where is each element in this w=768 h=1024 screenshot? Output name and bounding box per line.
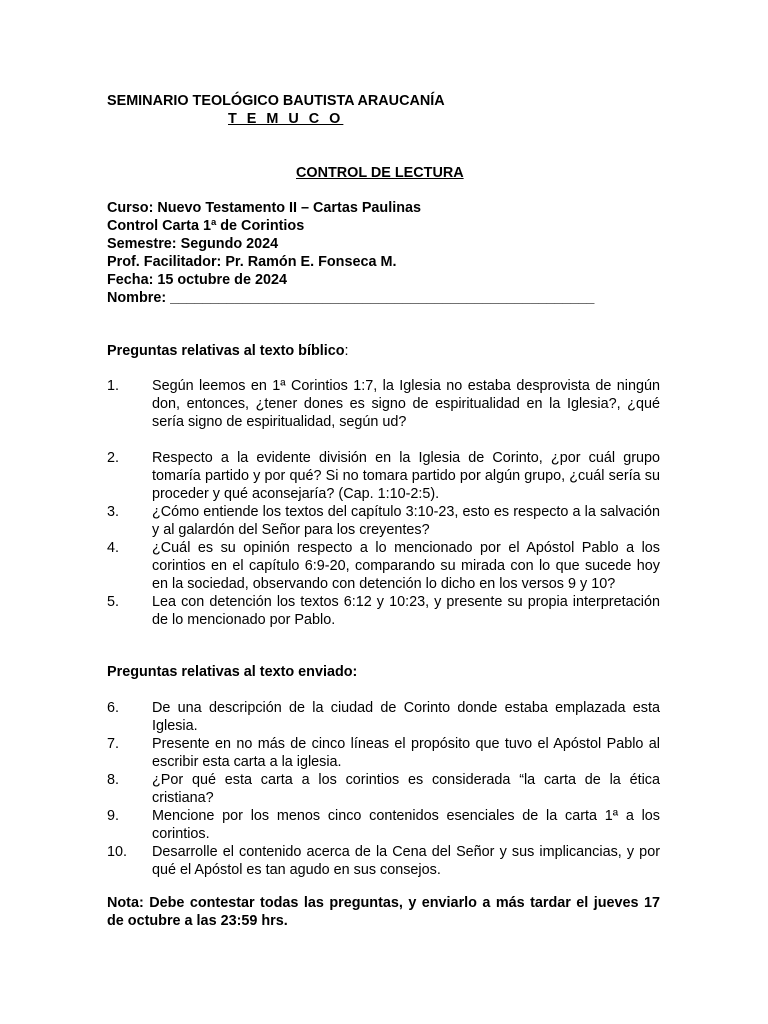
question-text: Según leemos en 1ª Corintios 1:7, la Iglesia no estaba desprovista de ningún don, entonces, ¿tener dones es signo de espiritualidad en la Iglesia?, ¿qué sería signo de espiritualidad, según ud?	[152, 378, 660, 430]
question-text: De una descripción de la ciudad de Corinto donde estaba emplazada esta Iglesia.	[152, 700, 660, 734]
question-gap	[107, 431, 660, 449]
question-text: ¿Cuál es su opinión respecto a lo mencionado por el Apóstol Pablo a los corintios en el capítulo 6:9-20, comparando su mirada con lo que sucede hoy en la sociedad, observando con detención lo dicho en los versos 9 y 10?	[152, 540, 660, 592]
course-line: Curso: Nuevo Testamento II – Cartas Paulinas	[107, 200, 422, 216]
course-info	[107, 199, 660, 307]
question-item	[107, 449, 660, 503]
question-number: 3.	[107, 504, 120, 520]
question-number: 7.	[107, 736, 120, 752]
question-text: ¿Cómo entiende los textos del capítulo 3:10-23, esto es respecto a la salvación y al galardón del Señor para los creyentes?	[152, 504, 660, 538]
control-line: Control Carta 1ª de Corintios	[107, 218, 305, 234]
section-biblical-heading	[107, 342, 660, 360]
question-item	[107, 377, 660, 431]
question-number: 2.	[107, 450, 120, 466]
question-item	[107, 843, 660, 879]
question-text: Presente en no más de cinco líneas el propósito que tuvo el Apóstol Pablo al escribir esta carta a la iglesia.	[152, 736, 660, 770]
question-item	[107, 593, 660, 629]
question-number: 1.	[107, 378, 120, 394]
question-text: ¿Por qué esta carta a los corintios es considerada “la carta de la ética cristiana?	[152, 772, 660, 806]
professor-line: Prof. Facilitador: Pr. Ramón E. Fonseca M.	[107, 254, 397, 270]
document-title: CONTROL DE LECTURA	[296, 165, 464, 181]
question-number: 6.	[107, 700, 120, 716]
question-text: Lea con detención los textos 6:12 y 10:23, y presente su propia interpretación de lo mencionado por Pablo.	[152, 594, 660, 628]
city-name: T E M U C O	[228, 111, 344, 127]
question-item	[107, 699, 660, 735]
section-biblical-colon: :	[344, 343, 349, 359]
semester-line: Semestre: Segundo 2024	[107, 236, 279, 252]
question-number: 9.	[107, 808, 120, 824]
question-item	[107, 503, 660, 539]
question-number: 10.	[107, 844, 128, 860]
question-item	[107, 771, 660, 807]
question-item	[107, 807, 660, 843]
note-paragraph: Nota: Debe contestar todas las preguntas, y enviarlo a más tardar el jueves 17 de octubre a las 23:59 hrs.	[107, 895, 660, 929]
name-field-line: Nombre: _____________________________________________________	[107, 290, 595, 306]
question-number: 4.	[107, 540, 120, 556]
question-text: Mencione por los menos cinco contenidos esenciales de la carta 1ª a los corintios.	[152, 808, 660, 842]
question-item	[107, 735, 660, 771]
sent-text-questions	[107, 699, 660, 879]
question-number: 5.	[107, 594, 120, 610]
question-text: Respecto a la evidente división en la Iglesia de Corinto, ¿por cuál grupo tomaría partido y por qué? Si no tomara partido por algún grupo, ¿cuál sería su proceder y qué aconsejaría? (Cap. 1:10-2:5).	[152, 450, 660, 502]
question-text: Desarrolle el contenido acerca de la Cena del Señor y sus implicancias, y por qué el Apóstol es tan agudo en sus consejos.	[152, 844, 660, 878]
biblical-questions	[107, 377, 660, 629]
section-sent-text-heading: Preguntas relativas al texto enviado:	[107, 664, 358, 680]
question-item	[107, 539, 660, 593]
institution-name: SEMINARIO TEOLÓGICO BAUTISTA ARAUCANÍA	[107, 93, 445, 109]
question-number: 8.	[107, 772, 120, 788]
date-line: Fecha: 15 octubre de 2024	[107, 272, 287, 288]
section-biblical-title: Preguntas relativas al texto bíblico	[107, 343, 345, 359]
